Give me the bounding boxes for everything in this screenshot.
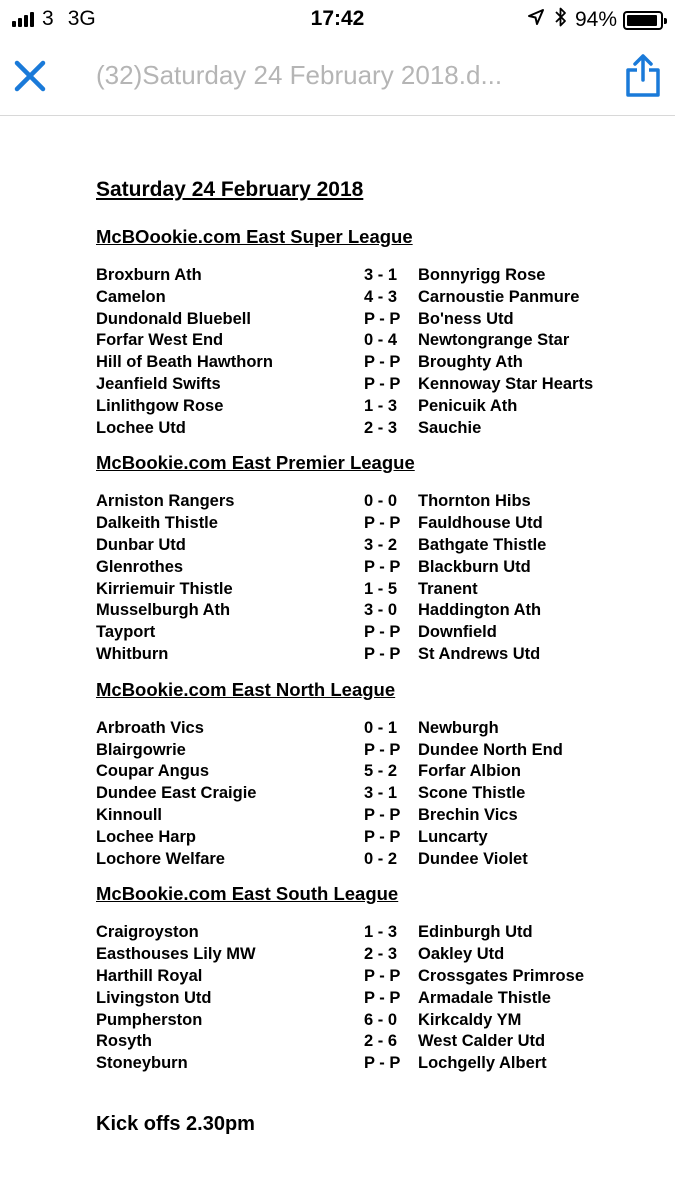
carrier-label: 3 bbox=[42, 7, 54, 30]
home-team: Kirriemuir Thistle bbox=[96, 579, 233, 598]
away-team: Scone Thistle bbox=[418, 784, 526, 803]
match-score: 2 - 6 bbox=[364, 1032, 398, 1051]
document-title: (32)Saturday 24 February 2018.d... bbox=[96, 60, 503, 90]
battery-level bbox=[627, 15, 657, 26]
away-team: Dundee North End bbox=[418, 740, 563, 759]
home-team: Arniston Rangers bbox=[96, 492, 235, 511]
match-score: 1 - 3 bbox=[364, 396, 398, 415]
away-team: Haddington Ath bbox=[418, 601, 542, 620]
league-section bbox=[96, 679, 656, 872]
away-team: Oakley Utd bbox=[418, 945, 505, 964]
match-score: P - P bbox=[364, 374, 401, 393]
home-team: Craigroyston bbox=[96, 923, 199, 942]
away-team: Bathgate Thistle bbox=[418, 535, 547, 554]
match-row bbox=[96, 288, 656, 310]
match-row bbox=[96, 397, 656, 419]
home-team: Broxburn Ath bbox=[96, 266, 202, 284]
match-row bbox=[96, 375, 656, 397]
home-team: Tayport bbox=[96, 623, 156, 642]
kickoff-note: Kick offs 2.30pm bbox=[96, 1112, 255, 1135]
away-team: Newburgh bbox=[418, 718, 499, 737]
match-score: 4 - 3 bbox=[364, 287, 398, 306]
match-score: P - P bbox=[364, 353, 401, 372]
home-team: Livingston Utd bbox=[96, 988, 212, 1007]
home-team: Harthill Royal bbox=[96, 966, 203, 985]
match-score: P - P bbox=[364, 644, 401, 663]
match-row bbox=[96, 923, 656, 945]
match-list bbox=[96, 719, 656, 872]
home-team: Arbroath Vics bbox=[96, 718, 204, 737]
away-team: Fauldhouse Utd bbox=[418, 514, 543, 533]
away-team: Newtongrange Star bbox=[418, 331, 570, 350]
match-row bbox=[96, 514, 656, 536]
match-score: 3 - 2 bbox=[364, 535, 398, 554]
home-team: Coupar Angus bbox=[96, 762, 210, 781]
document-page bbox=[96, 178, 656, 1136]
match-score: 0 - 1 bbox=[364, 718, 398, 737]
close-button[interactable] bbox=[12, 58, 48, 94]
away-team: Bo'ness Utd bbox=[418, 309, 514, 328]
match-score: 2 - 3 bbox=[364, 945, 398, 964]
match-row bbox=[96, 1011, 656, 1033]
away-team: Luncarty bbox=[418, 827, 488, 846]
home-team: Musselburgh Ath bbox=[96, 601, 231, 620]
league-section bbox=[96, 883, 656, 1076]
home-team: Jeanfield Swifts bbox=[96, 374, 221, 393]
away-team: Dundee Violet bbox=[418, 849, 528, 868]
bluetooth-icon bbox=[555, 7, 567, 33]
match-row bbox=[96, 623, 656, 645]
league-title: McBookie.com East Premier League bbox=[96, 452, 415, 474]
match-score: 5 - 2 bbox=[364, 762, 398, 781]
match-score: 0 - 0 bbox=[364, 492, 398, 511]
match-row bbox=[96, 719, 656, 741]
match-row bbox=[96, 558, 656, 580]
match-row bbox=[96, 353, 656, 375]
match-row bbox=[96, 1054, 656, 1076]
match-score: 1 - 3 bbox=[364, 923, 398, 942]
match-score: 2 - 3 bbox=[364, 418, 398, 437]
away-team: Kennoway Star Hearts bbox=[418, 374, 594, 393]
away-team: Forfar Albion bbox=[418, 762, 521, 781]
league-title: McBookie.com East North League bbox=[96, 678, 396, 700]
match-score: P - P bbox=[364, 309, 401, 328]
away-team: Lochgelly Albert bbox=[418, 1054, 547, 1073]
match-score: 1 - 5 bbox=[364, 579, 398, 598]
match-score: 6 - 0 bbox=[364, 1010, 398, 1029]
match-score: P - P bbox=[364, 1054, 401, 1073]
home-team: Camelon bbox=[96, 287, 166, 306]
home-team: Kinnoull bbox=[96, 805, 162, 824]
away-team: Armadale Thistle bbox=[418, 988, 551, 1007]
home-team: Dalkeith Thistle bbox=[96, 514, 218, 533]
home-team: Whitburn bbox=[96, 644, 169, 663]
away-team: Carnoustie Panmure bbox=[418, 287, 580, 306]
match-row bbox=[96, 601, 656, 623]
match-score: 0 - 4 bbox=[364, 331, 398, 350]
home-team: Easthouses Lily MW bbox=[96, 945, 256, 964]
match-row bbox=[96, 945, 656, 967]
home-team: Glenrothes bbox=[96, 557, 184, 576]
away-team: Bonnyrigg Rose bbox=[418, 266, 546, 284]
match-row bbox=[96, 419, 656, 441]
network-label: 3G bbox=[67, 7, 96, 30]
league-title: McBookie.com East South League bbox=[96, 883, 399, 905]
away-team: Thornton Hibs bbox=[418, 492, 531, 511]
away-team: Blackburn Utd bbox=[418, 557, 531, 576]
match-row bbox=[96, 806, 656, 828]
match-row bbox=[96, 989, 656, 1011]
away-team: Kirkcaldy YM bbox=[418, 1010, 522, 1029]
match-score: P - P bbox=[364, 740, 401, 759]
away-team: Brechin Vics bbox=[418, 805, 518, 824]
away-team: St Andrews Utd bbox=[418, 644, 541, 663]
away-team: Tranent bbox=[418, 579, 478, 598]
away-team: Downfield bbox=[418, 623, 497, 642]
league-section bbox=[96, 226, 656, 440]
home-team: Blairgowrie bbox=[96, 740, 186, 759]
match-list bbox=[96, 923, 656, 1076]
away-team: West Calder Utd bbox=[418, 1032, 546, 1051]
battery-icon bbox=[623, 11, 663, 30]
home-team: Rosyth bbox=[96, 1032, 152, 1051]
match-score: P - P bbox=[364, 514, 401, 533]
home-team: Hill of Beath Hawthorn bbox=[96, 353, 273, 372]
share-button[interactable] bbox=[625, 52, 661, 98]
status-right bbox=[527, 7, 663, 33]
match-score: 3 - 1 bbox=[364, 266, 398, 284]
match-score: 3 - 1 bbox=[364, 784, 398, 803]
nav-bar bbox=[0, 38, 675, 116]
away-team: Edinburgh Utd bbox=[418, 923, 533, 942]
match-row bbox=[96, 828, 656, 850]
league-section bbox=[96, 452, 656, 666]
match-row bbox=[96, 536, 656, 558]
match-list bbox=[96, 492, 656, 666]
match-score: P - P bbox=[364, 623, 401, 642]
share-icon bbox=[625, 52, 661, 98]
match-row bbox=[96, 580, 656, 602]
match-score: P - P bbox=[364, 988, 401, 1007]
match-row bbox=[96, 492, 656, 514]
away-team: Sauchie bbox=[418, 418, 482, 437]
battery-percentage: 94% bbox=[574, 8, 617, 31]
home-team: Forfar West End bbox=[96, 331, 224, 350]
match-score: 0 - 2 bbox=[364, 849, 398, 868]
match-row bbox=[96, 1032, 656, 1054]
match-row bbox=[96, 266, 656, 288]
match-row bbox=[96, 645, 656, 667]
close-icon bbox=[12, 58, 48, 94]
match-score: P - P bbox=[364, 557, 401, 576]
match-row bbox=[96, 762, 656, 784]
match-row bbox=[96, 967, 656, 989]
match-row bbox=[96, 741, 656, 763]
match-score: P - P bbox=[364, 805, 401, 824]
away-team: Broughty Ath bbox=[418, 353, 523, 372]
match-list bbox=[96, 266, 656, 440]
away-team: Crossgates Primrose bbox=[418, 966, 584, 985]
home-team: Linlithgow Rose bbox=[96, 396, 224, 415]
home-team: Lochee Harp bbox=[96, 827, 196, 846]
match-row bbox=[96, 850, 656, 872]
match-row bbox=[96, 784, 656, 806]
home-team: Dundonald Bluebell bbox=[96, 309, 251, 328]
page-title: Saturday 24 February 2018 bbox=[96, 178, 364, 201]
home-team: Dunbar Utd bbox=[96, 535, 186, 554]
match-score: P - P bbox=[364, 966, 401, 985]
home-team: Pumpherston bbox=[96, 1010, 203, 1029]
home-team: Lochee Utd bbox=[96, 418, 186, 437]
status-time: 17:42 bbox=[310, 7, 365, 30]
match-score: 3 - 0 bbox=[364, 601, 398, 620]
away-team: Penicuik Ath bbox=[418, 396, 518, 415]
home-team: Dundee East Craigie bbox=[96, 784, 257, 803]
match-row bbox=[96, 310, 656, 332]
league-title: McBOookie.com East Super League bbox=[96, 226, 413, 247]
location-arrow-icon bbox=[527, 8, 545, 32]
status-bar bbox=[0, 0, 675, 38]
home-team: Stoneyburn bbox=[96, 1054, 188, 1073]
match-row bbox=[96, 331, 656, 353]
match-score: P - P bbox=[364, 827, 401, 846]
home-team: Lochore Welfare bbox=[96, 849, 225, 868]
